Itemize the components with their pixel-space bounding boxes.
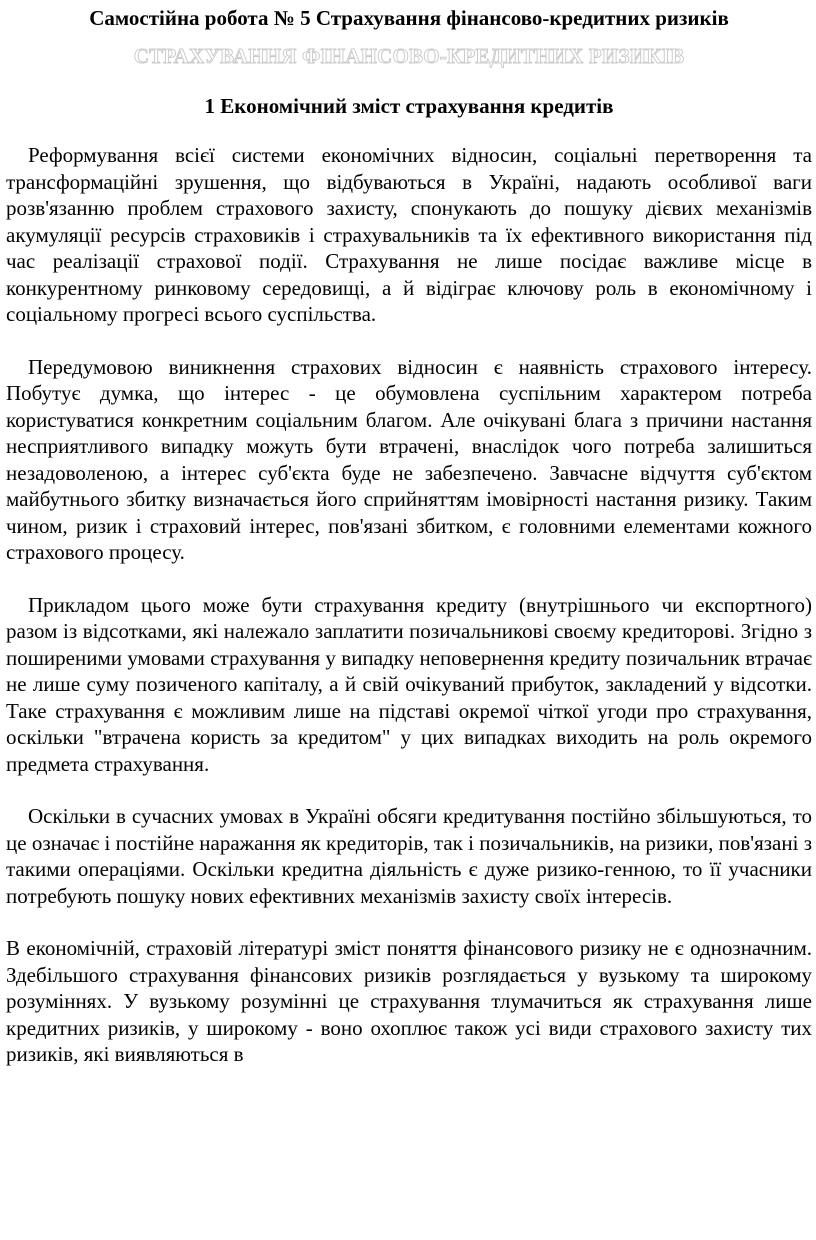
paragraph-4: Оскільки в сучасних умовах в Україні обсяги кредитування постійно збільшуються, то це означає і постійне наражання як кредиторів, так і позичальників, на ризики, пов'язані з такими операціями. Оскільки кредитна діяльність є дуже ризико-генною, то її учасники потребують пошуку нових ефективних механізмів захисту своїх інтересів.	[6, 804, 812, 908]
paragraph-1: Реформування всієї системи економічних відносин, соціальні перетворення та трансформаційні зрушення, що відбуваються в Україні, надають особливої ваги розв'язанню проблем страхового захисту, спонукають до пошуку дієвих механізмів акумуляції ресурсів страховиків і страхувальників та їх ефективного використання під час реалізації страхової події. Страхування не лише посідає важливе місце в конкурентному ринковому середовищі, а й відіграє ключову роль в економічному і соціальному прогресі всього суспільства.	[6, 143, 812, 326]
title-watermark: СТРАХУВАННЯ ФІНАНСОВО-КРЕДИТНИХ РИЗИКІВ	[133, 44, 685, 68]
paragraph-5: В економічній, страховій літературі зміст поняття фінансового ризику не є однозначним. Здебільшого страхування фінансових ризиків розглядається у вузькому та широкому розуміннях. У вузькому розумінні це страхування тлумачиться як страхування лише кредитних ризиків, у широкому - воно охоплює також усі види страхового захисту тих ризиків, які виявляються в	[6, 936, 812, 1066]
paragraph-2: Передумовою виникнення страхових відносин є наявність страхового інтересу. Побутує думка, що інтерес - це обумовлена суспільним характером потреба користуватися конкретним соціальним благом. Але очікувані блага з причини настання несприятливого випадку можуть бути втрачені, внаслідок чого потреба залишиться незадоволеною, а інтерес суб'єкта буде не забезпечено. Завчасне відчуття суб'єктом майбутнього збитку визначається його сприйняттям імовірності настання ризику. Таким чином, ризик і страховий інтерес, пов'язані збитком, є головними елементами кожного страхового процесу.	[6, 354, 812, 564]
section-heading: 1 Економічний зміст страхування кредитів	[204, 94, 614, 118]
document-title: Самостійна робота № 5 Страхування фінансово-кредитних ризиків	[89, 6, 729, 30]
document-page	[6, 0, 812, 1068]
paragraph-3: Прикладом цього може бути страхування кредиту (внутрішнього чи експортного) разом із відсотками, які належало заплатити позичальникові своєму кредиторові. Згідно з поширеними умовами страхування у випадку неповернення кредиту позичальник втрачає не лише суму позиченого капіталу, а й свій очікуваний прибуток, закладений у відсотки. Таке страхування є можливим лише на підставі окремої чіткої угоди про страхування, оскільки "втрачена користь за кредитом" у цих випадках виходить на роль окремого предмета страхування.	[6, 592, 812, 776]
